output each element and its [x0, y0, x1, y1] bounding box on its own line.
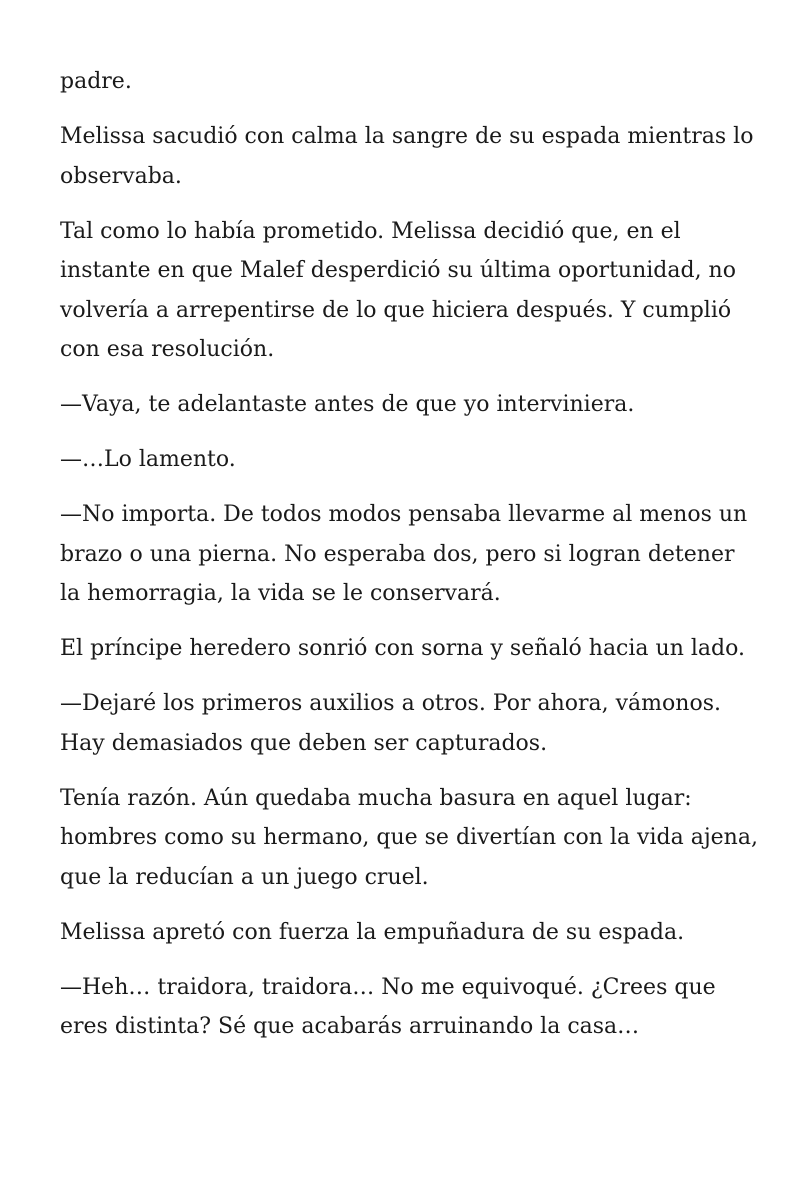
dialogue-paragraph: —No importa. De todos modos pensaba llevarme al menos un brazo o una pierna. No esperaba dos, pero si logran detener la hemorragia, la vida se le conservará.: [60, 502, 748, 606]
dialogue-paragraph: —Vaya, te adelantaste antes de que yo interviniera.: [60, 392, 635, 417]
book-page-text: [60, 62, 760, 1062]
paragraph: Melissa sacudió con calma la sangre de su espada mientras lo observaba.: [60, 124, 754, 189]
paragraph: Tenía razón. Aún quedaba mucha basura en aquel lugar: hombres como su hermano, que se divertían con la vida ajena, que la reducían a un juego cruel.: [60, 785, 758, 890]
dialogue-paragraph: —Dejaré los primeros auxilios a otros. Por ahora, vámonos. Hay demasiados que deben ser capturados.: [60, 691, 721, 756]
dialogue-paragraph: —Heh… traidora, traidora… No me equivoqué. ¿Crees que eres distinta? Sé que acabarás arruinando la casa…: [60, 974, 716, 1039]
paragraph: Melissa apretó con fuerza la empuñadura de su espada.: [60, 919, 685, 945]
paragraph: Tal como lo había prometido. Melissa decidió que, en el instante en que Malef desperdició su última oportunidad, no volvería a arrepentirse de lo que hiciera después. Y cumplió con esa resolución.: [60, 218, 736, 362]
dialogue-paragraph: —…Lo lamento.: [60, 447, 236, 472]
paragraph: El príncipe heredero sonrió con sorna y señaló hacia un lado.: [60, 636, 745, 661]
paragraph: padre.: [60, 69, 132, 94]
